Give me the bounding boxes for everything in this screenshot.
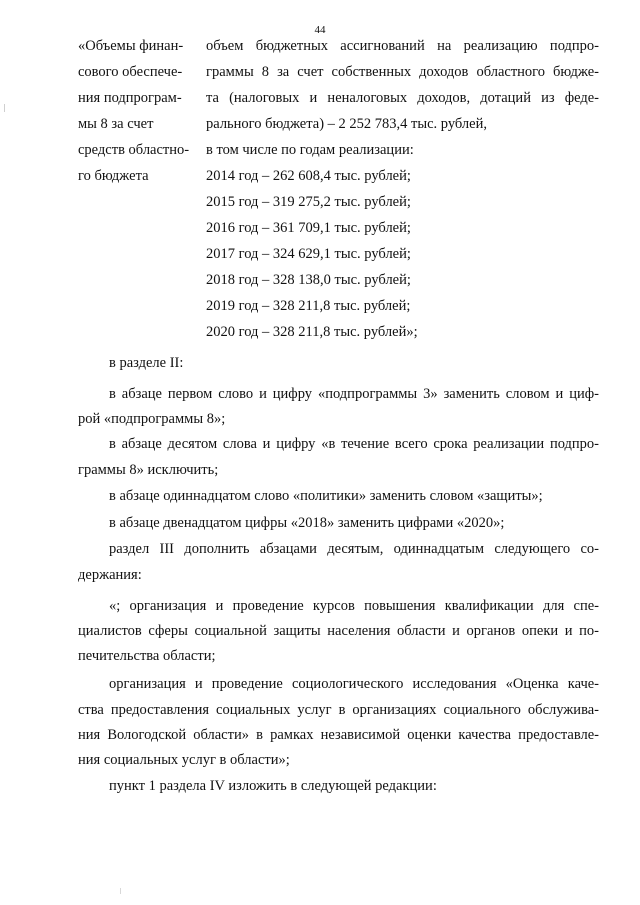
passport-value-line: объем бюджетных ассигнований на реализацию подпро-	[206, 38, 599, 54]
passport-label-line: средств областно-	[78, 142, 190, 158]
body-line: в разделе II:	[109, 355, 184, 371]
passport-value-line: граммы 8 за счет собственных доходов областного бюдже-	[206, 64, 599, 80]
passport-value-line: 2017 год – 324 629,1 тыс. рублей;	[206, 246, 411, 262]
body-line: ства предоставления социальных услуг в организациях социального обслужива-	[78, 702, 599, 718]
passport-value-line: 2020 год – 328 211,8 тыс. рублей»;	[206, 324, 418, 340]
passport-value-line: 2016 год – 361 709,1 тыс. рублей;	[206, 220, 411, 236]
body-line: в абзаце десятом слова и цифру «в течение всего срока реализации подпро-	[109, 436, 599, 452]
passport-value-line: 2018 год – 328 138,0 тыс. рублей;	[206, 272, 411, 288]
passport-label-line: сового обеспече-	[78, 64, 183, 80]
body-line: печительства области;	[78, 648, 216, 664]
body-line: организация и проведение социологического исследования «Оценка каче-	[109, 676, 599, 692]
passport-value-line: в том числе по годам реализации:	[206, 142, 414, 158]
body-line: в абзаце первом слово и цифру «подпрограммы 3» заменить словом и циф-	[109, 386, 599, 402]
body-line: пункт 1 раздела IV изложить в следующей редакции:	[109, 778, 437, 794]
passport-value-line: та (налоговых и неналоговых доходов, дотаций из феде-	[206, 90, 599, 106]
scan-margin-mark	[120, 888, 121, 894]
body-line: граммы 8» исключить;	[78, 462, 219, 478]
page-number: 44	[314, 24, 326, 36]
passport-label-line: мы 8 за счет	[78, 116, 154, 132]
body-line: раздел III дополнить абзацами десятым, одиннадцатым следующего со-	[109, 541, 599, 557]
passport-label-line: ния подпрограм-	[78, 90, 182, 106]
body-line: циалистов сферы социальной защиты населения области и органов опеки и по-	[78, 623, 599, 639]
passport-value-line: 2019 год – 328 211,8 тыс. рублей;	[206, 298, 411, 314]
body-line: держания:	[78, 567, 142, 583]
body-line: ния Вологодской области» в рамках независимой оценки качества предоставле-	[78, 727, 599, 743]
body-line: «; организация и проведение курсов повышения квалификации для спе-	[109, 598, 599, 614]
body-line: в абзаце двенадцатом цифры «2018» заменить цифрами «2020»;	[109, 515, 505, 531]
body-line: рой «подпрограммы 8»;	[78, 411, 226, 427]
passport-label-line: «Объемы финан-	[78, 38, 184, 54]
passport-label-line: го бюджета	[78, 168, 149, 184]
scan-margin-mark	[4, 104, 5, 112]
passport-value-line: 2014 год – 262 608,4 тыс. рублей;	[206, 168, 411, 184]
body-line: в абзаце одиннадцатом слово «политики» заменить словом «защиты»;	[109, 488, 543, 504]
passport-value-line: рального бюджета) – 2 252 783,4 тыс. рублей,	[206, 116, 487, 132]
passport-value-line: 2015 год – 319 275,2 тыс. рублей;	[206, 194, 411, 210]
body-line: ния социальных услуг в области»;	[78, 752, 290, 768]
